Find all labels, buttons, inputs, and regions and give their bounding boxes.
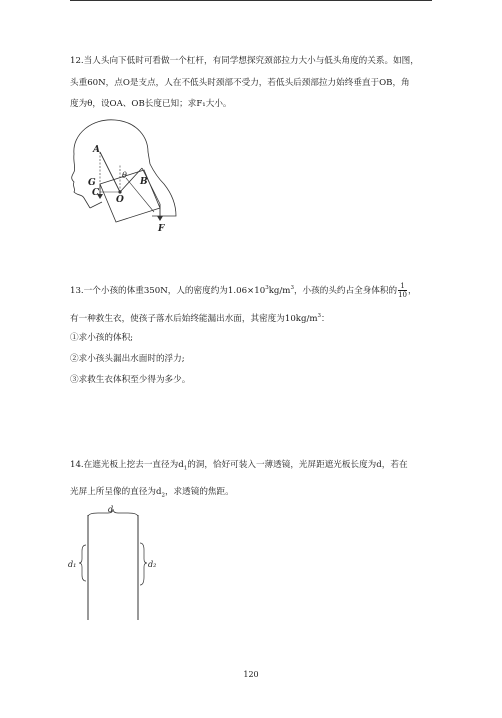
q13-text-d: 有一种救生衣，使孩子落水后始终能漏出水面，其密度为10kg/m [70,314,318,324]
q14-sub-1: 1 [183,465,188,472]
q13-unit: kg/m [268,286,291,296]
q13-item-1: ①求小孩的体积; [70,333,134,343]
label-a: A [93,145,100,155]
label-c: C [92,188,100,198]
q13-line-2 [70,310,330,325]
q13-exp-3: 3 [317,313,322,319]
q14-lens-screen-figure [68,505,168,625]
q14-line-2 [70,486,234,502]
label-b: B [140,177,148,187]
label-theta: θ [122,171,127,180]
q13-text-e: ： [321,314,330,324]
q13-exp-2: 3 [290,285,294,291]
q13-line-1 [70,282,417,299]
page-number: 120 [243,670,259,679]
q13-text-b: ，小孩的头约占全身体积的 [293,286,398,296]
q13-frac-den: 10 [398,291,408,299]
q13-frac-num: 1 [398,282,407,291]
label-f: F [158,224,165,234]
q12-line-1: 12.当人头向下低时可看做一个杠杆，有同学想探究颈部拉力大小与低头角度的关系。如图， [70,56,419,66]
label-g: G [88,178,96,188]
label-d2: d₂ [148,560,157,569]
q14-text-a: 14.在遮光板上挖去一直径为d [70,460,184,470]
label-d: d [108,505,114,514]
q12-line-2: 头重60N，点O是支点，人在不低头时颈部不受力，若低头后颈部拉力始终垂直于OB，角 [70,78,410,88]
q13-item-2: ②求小孩头漏出水面时的浮力; [70,354,185,364]
q13-exp-1: 3 [265,285,269,291]
label-d1: d₁ [68,560,77,569]
q13-text-c: ， [408,286,417,296]
q14-text-c: 光屏上所呈像的直径为d [70,487,162,497]
top-rule [70,0,432,1]
q14-text-d: ，求透镜的焦距。 [164,487,234,497]
q14-line-1 [70,459,408,475]
q13-text-a: 13.一个小孩的体重350N，人的密度约为1.06×10 [70,286,266,296]
q13-item-3: ③求救生衣体积至少得为多少。 [70,375,191,385]
q13-fraction [398,282,407,299]
q14-text-b: 的洞，恰好可装入一薄透镜，光屏距遮光板长度为d，若在 [187,460,408,470]
q12-line-3: 度为θ，设OA、OB长度已知；求F₁大小。 [70,99,232,109]
q12-head-lever-figure [60,112,190,237]
label-o: O [116,195,124,205]
q14-sub-2: 2 [161,492,165,499]
